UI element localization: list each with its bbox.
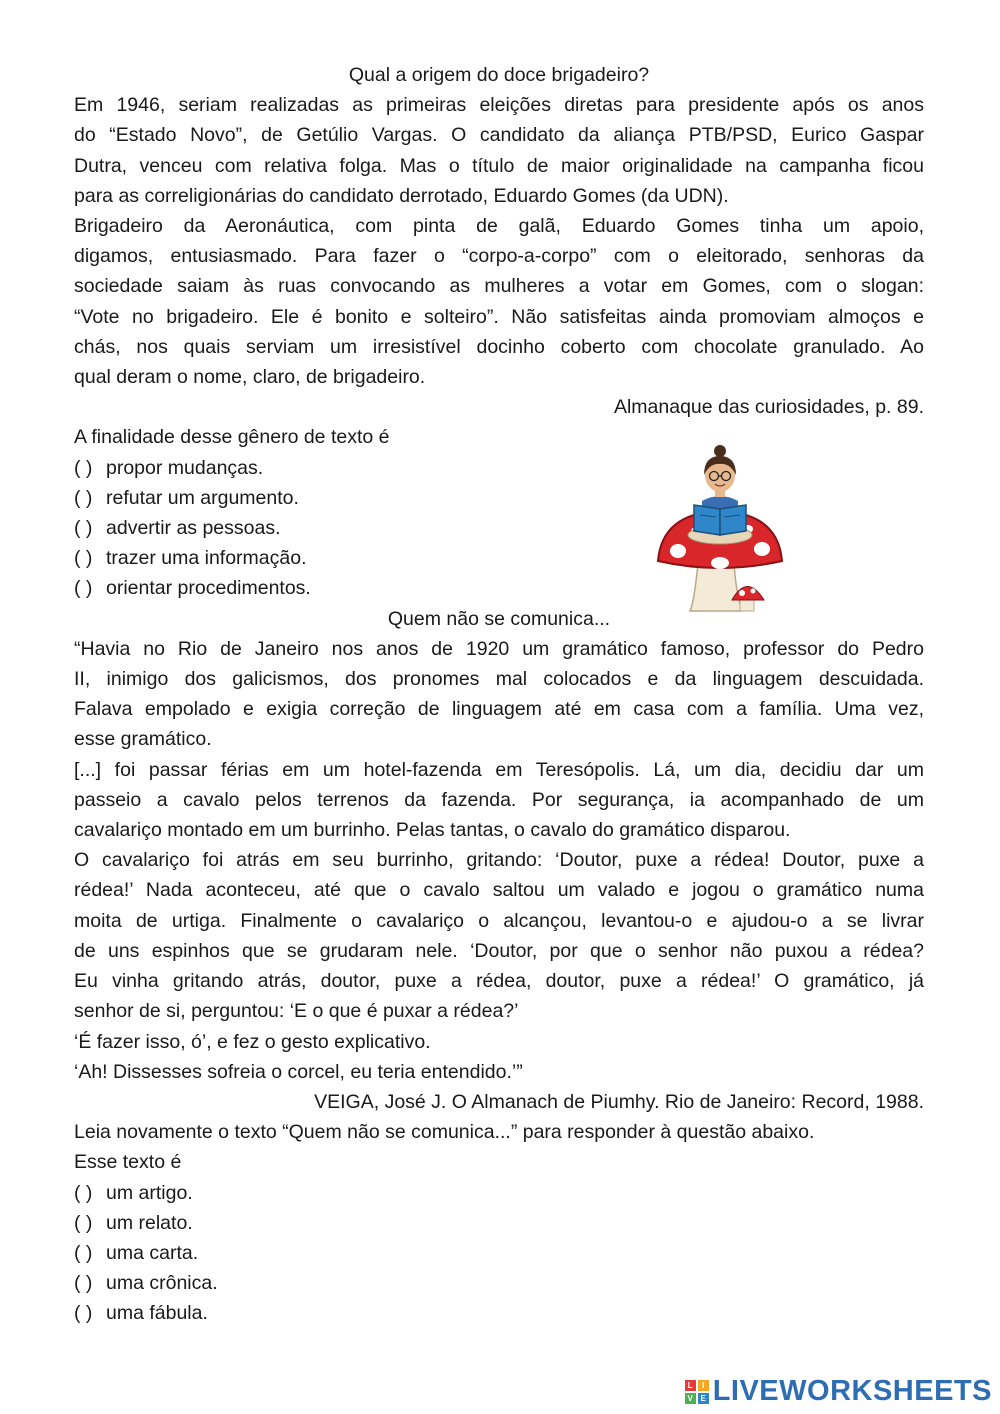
option-label: uma fábula. xyxy=(106,1302,208,1325)
answer-checkbox[interactable]: ( ) xyxy=(74,1272,93,1295)
text2-line: ‘É fazer isso, ó’, e fez o gesto explicativo. xyxy=(74,1030,431,1053)
question2-option xyxy=(74,1208,924,1238)
text1-line: chás, nos quais serviam um irresistível docinho coberto com chocolate granulado. Ao xyxy=(74,335,924,358)
logo-square: L xyxy=(685,1380,696,1391)
option-label: um artigo. xyxy=(106,1181,193,1204)
text1-line: sociedade saiam às ruas convocando as mulheres a votar em Gomes, com o slogan: xyxy=(74,275,924,298)
text2-line: O cavalariço foi atrás em seu burrinho, gritando: ‘Doutor, puxe a rédea! Doutor, puxe a xyxy=(74,849,924,872)
text2-line: II, inimigo dos galicismos, dos pronomes mal colocados e da linguagem descuidada. xyxy=(74,668,924,691)
text2-line: Falava empolado e exigia correção de linguagem até em casa com a família. Uma vez, xyxy=(74,698,924,721)
worksheet xyxy=(74,60,924,1329)
text1-line: para as correligionárias do candidato derrotado, Eduardo Gomes (da UDN). xyxy=(74,184,729,207)
logo-squares-icon xyxy=(685,1380,709,1404)
logo-square: I xyxy=(698,1380,709,1391)
option-label: advertir as pessoas. xyxy=(106,517,281,540)
brand-name: LIVEWORKSHEETS xyxy=(712,1375,992,1407)
question1-option xyxy=(74,483,924,513)
option-label: um relato. xyxy=(106,1211,193,1234)
text1-line: “Vote no brigadeiro. Ele é bonito e solteiro”. Não satisfeitas ainda promoviam almoços e xyxy=(74,305,924,328)
text1-line: digamos, entusiasmado. Para fazer o “corpo-a-corpo” com o eleitorado, senhoras da xyxy=(74,245,924,268)
logo-square: E xyxy=(698,1393,709,1404)
text2-line: [...] foi passar férias em um hotel-fazenda em Teresópolis. Lá, um dia, decidiu dar um xyxy=(74,758,924,781)
question1-prompt: A finalidade desse gênero de texto é xyxy=(74,426,390,449)
question2-instruction: Leia novamente o texto “Quem não se comunica...” para responder à questão abaixo. xyxy=(74,1121,815,1144)
question2-option xyxy=(74,1298,924,1328)
text2-line: moita de urtiga. Finalmente o cavalariço o alcançou, levantou-o e ajudou-o a se livrar xyxy=(74,909,924,932)
text1-title: Qual a origem do doce brigadeiro? xyxy=(348,64,650,86)
text2-line: rédea!’ Nada aconteceu, até que o cavalo saltou um valado e jogou o gramático numa xyxy=(74,879,924,902)
text1-line: Brigadeiro da Aeronáutica, com pinta de galã, Eduardo Gomes tinha um apoio, xyxy=(74,215,924,238)
text1-line: do “Estado Novo”, de Getúlio Vargas. O candidato da aliança PTB/PSD, Eurico Gaspar xyxy=(74,124,924,147)
option-label: orientar procedimentos. xyxy=(106,577,311,600)
text2-line: ‘Ah! Dissesses sofreia o corcel, eu teria entendido.’” xyxy=(74,1060,523,1083)
option-label: refutar um argumento. xyxy=(106,486,299,509)
text2-line: cavalariço montado em um burrinho. Pelas tantas, o cavalo do gramático disparou. xyxy=(74,819,791,842)
question1-option xyxy=(74,573,924,603)
text1-source: Almanaque das curiosidades, p. 89. xyxy=(613,396,924,419)
question2-prompt: Esse texto é xyxy=(74,1151,182,1174)
text1-line: Em 1946, seriam realizadas as primeiras eleições diretas para presidente após os anos xyxy=(74,94,924,117)
question2-option xyxy=(74,1268,924,1298)
answer-checkbox[interactable]: ( ) xyxy=(74,1302,93,1325)
answer-checkbox[interactable]: ( ) xyxy=(74,577,93,600)
text2-line: Eu vinha gritando atrás, doutor, puxe a rédea, doutor, puxe a rédea!’ O gramático, já xyxy=(74,970,924,993)
answer-checkbox[interactable]: ( ) xyxy=(74,517,93,540)
text2-line: senhor de si, perguntou: ‘E o que é puxar a rédea?’ xyxy=(74,1000,519,1023)
text2-line: esse gramático. xyxy=(74,728,212,751)
text1-line: Dutra, venceu com relativa folga. Mas o título de maior originalidade na campanha ficou xyxy=(74,154,924,177)
option-label: trazer uma informação. xyxy=(106,547,307,570)
logo-square: V xyxy=(685,1393,696,1404)
question1-option xyxy=(74,543,924,573)
question2-option xyxy=(74,1178,924,1208)
text2-line: de uns espinhos que se grudaram nele. ‘Doutor, por que o senhor não puxou a rédea? xyxy=(74,939,924,962)
text2-source: VEIGA, José J. O Almanach de Piumhy. Rio de Janeiro: Record, 1988. xyxy=(314,1090,924,1113)
option-label: uma crônica. xyxy=(106,1272,218,1295)
answer-checkbox[interactable]: ( ) xyxy=(74,456,93,479)
answer-checkbox[interactable]: ( ) xyxy=(74,1211,93,1234)
option-label: propor mudanças. xyxy=(106,456,264,479)
text2-line: “Havia no Rio de Janeiro nos anos de 1920 um gramático famoso, professor do Pedro xyxy=(74,637,924,660)
text2-title: Quem não se comunica... xyxy=(387,607,611,630)
answer-checkbox[interactable]: ( ) xyxy=(74,547,93,570)
girl-reading-on-mushroom-icon xyxy=(650,443,790,618)
liveworksheets-logo xyxy=(685,1375,992,1408)
question1-option xyxy=(74,453,924,483)
answer-checkbox[interactable]: ( ) xyxy=(74,1181,93,1204)
answer-checkbox[interactable]: ( ) xyxy=(74,1241,93,1264)
option-label: uma carta. xyxy=(106,1241,199,1264)
text2-line: passeio a cavalo pelos terrenos da fazenda. Por segurança, ia acompanhado de um xyxy=(74,788,924,811)
text1-line: qual deram o nome, claro, de brigadeiro. xyxy=(74,366,426,389)
answer-checkbox[interactable]: ( ) xyxy=(74,486,93,509)
question2-option xyxy=(74,1238,924,1268)
question1-option xyxy=(74,513,924,543)
